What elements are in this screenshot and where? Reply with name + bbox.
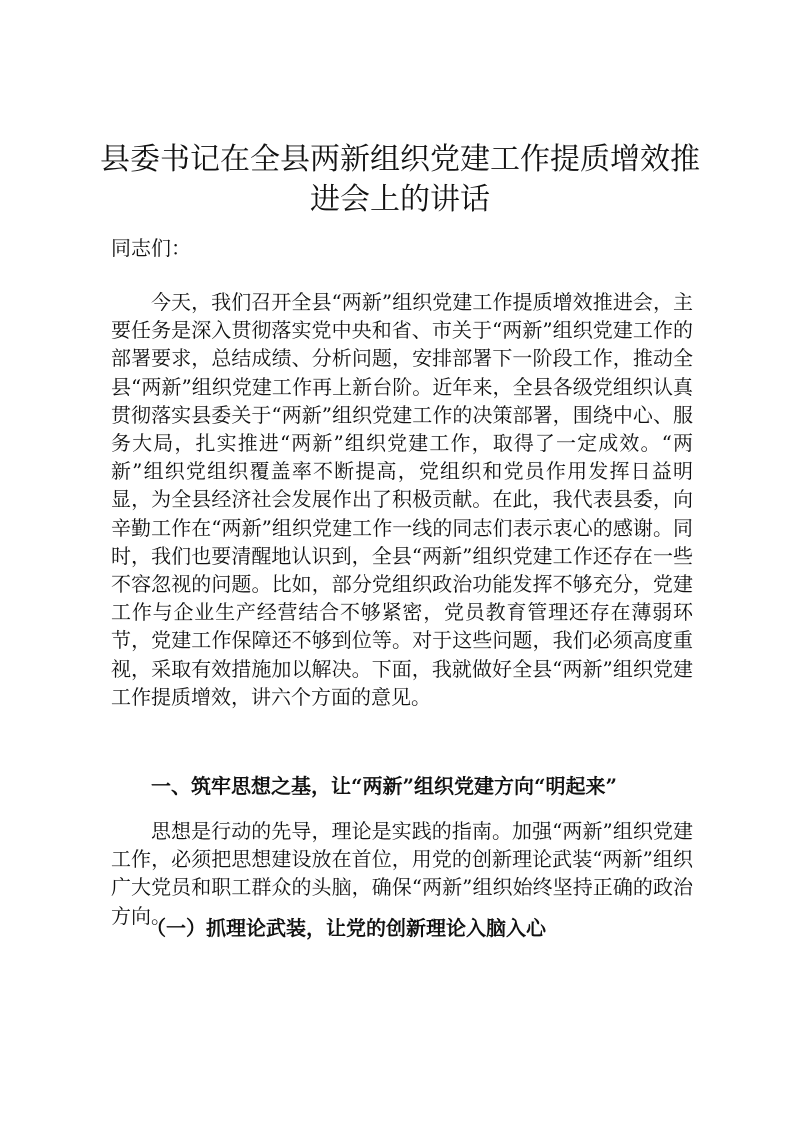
document-title: 县委书记在全县两新组织党建工作提质增效推进会上的讲话 xyxy=(100,142,700,217)
body-paragraph: 思想是行动的先导，理论是实践的指南。加强“两新”组织党建工作，必须把思想建设放在首位，用党的创新理论武装“两新”组织广大党员和职工群众的头脑，确保“两新”组织始终坚持正确的政治方向。 xyxy=(111,819,693,928)
salutation: 同志们： xyxy=(111,236,191,260)
section-heading: 一、筑牢思想之基，让“两新”组织党建方向“明起来” xyxy=(151,774,618,798)
subsection-heading: （一）抓理论武装，让党的创新理论入脑入心 xyxy=(146,916,546,940)
body-paragraph: 今天，我们召开全县“两新”组织党建工作提质增效推进会，主要任务是深入贯彻落实党中央和省、市关于“两新”组织党建工作的部署要求，总结成绩、分析问题，安排部署下一阶段工作，推动全县“两新”组织党建工作再上新台阶。近年来，全县各级党组织认真贯彻落实县委关于“两新”组织党建工作的决策部署，围绕中心、服务大局，扎实推进“两新”组织党建工作，取得了一定成效。“两新”组织党组织覆盖率不断提高，党组织和党员作用发挥日益明显，为全县经济社会发展作出了积极贡献。在此，我代表县委，向辛勤工作在“两新”组织党建工作一线的同志们表示衷心的感谢。同时，我们也要清醒地认识到，全县“两新”组织党建工作还存在一些不容忽视的问题。比如，部分党组织政治功能发挥不够充分，党建工作与企业生产经营结合不够紧密，党员教育管理还存在薄弱环节，党建工作保障还不够到位等。对于这些问题，我们必须高度重视，采取有效措施加以解决。下面，我就做好全县“两新”组织党建工作提质增效，讲六个方面的意见。 xyxy=(111,290,693,709)
